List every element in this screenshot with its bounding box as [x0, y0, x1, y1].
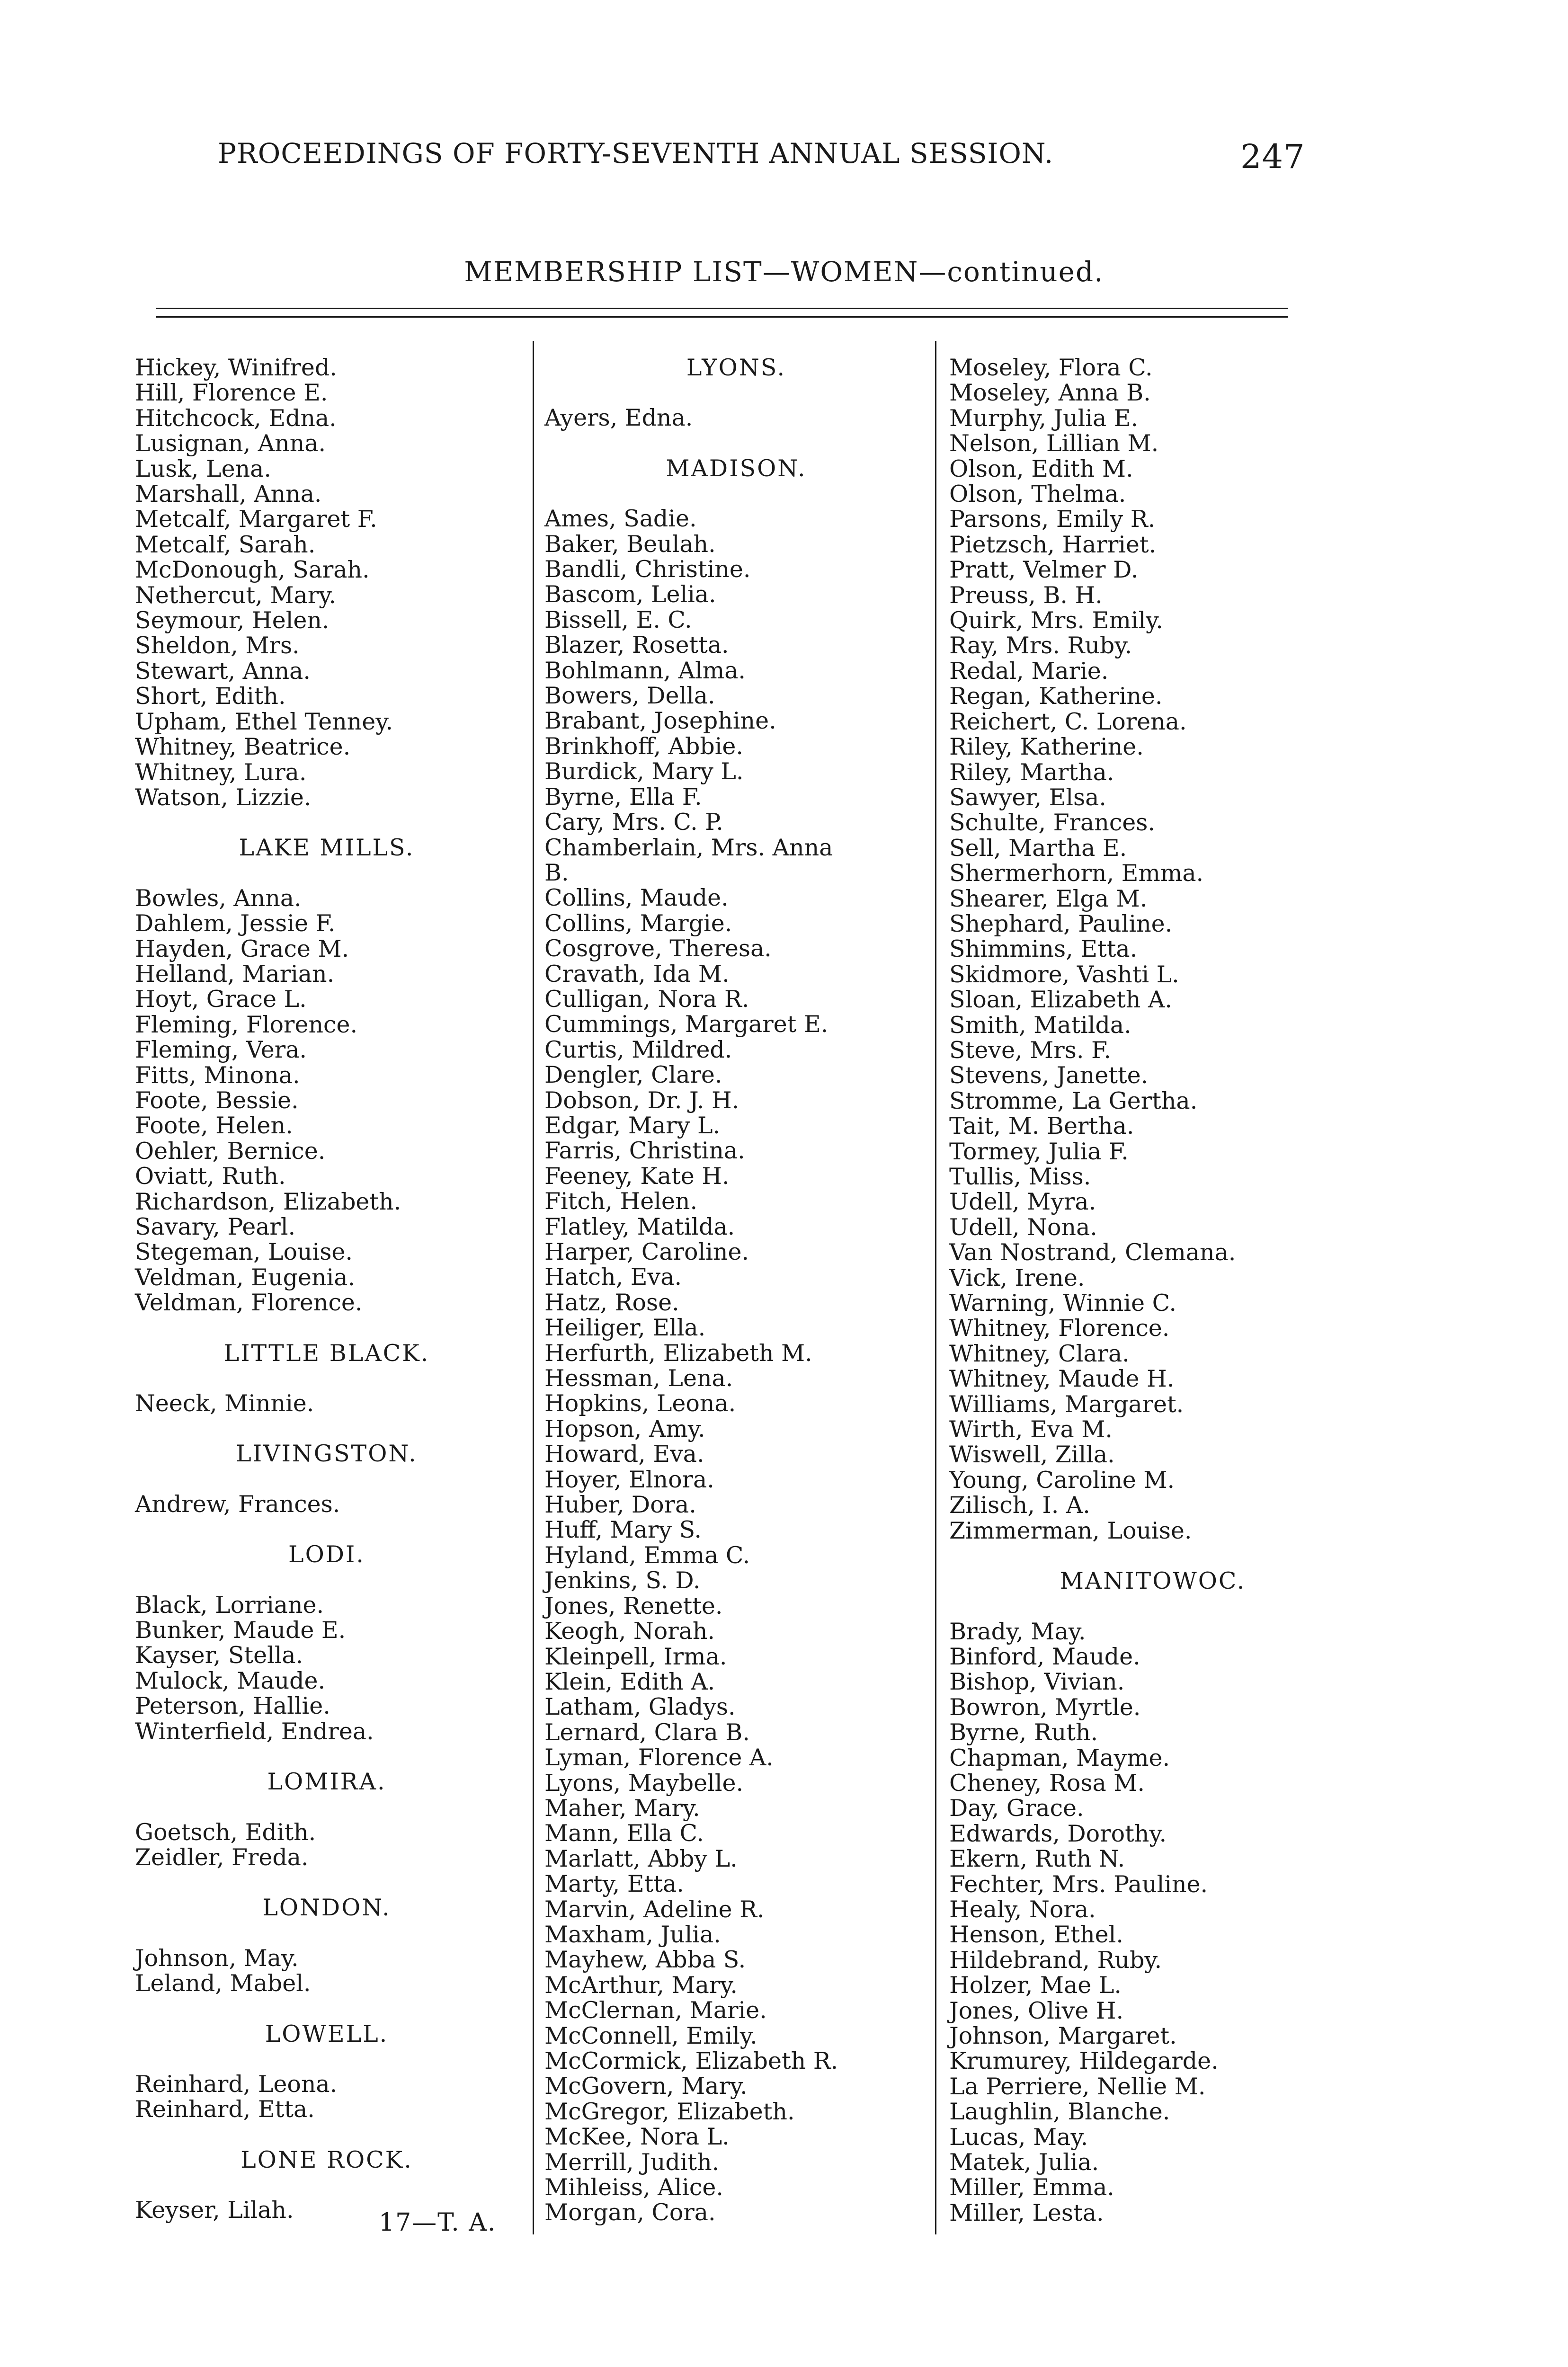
running-title: PROCEEDINGS OF FORTY-SEVENTH ANNUAL SESSION.	[218, 137, 1054, 169]
member-name: Neeck, Minnie.	[135, 1390, 314, 1417]
name-list-manitowoc	[949, 1619, 1356, 2226]
member-name: Bissell, E. C.	[544, 606, 692, 633]
member-name: Holzer, Mae L.	[949, 1972, 1122, 1999]
column-3	[949, 355, 1356, 2225]
member-name: McConnell, Emily.	[544, 2022, 757, 2049]
member-name: Shearer, Elga M.	[949, 885, 1148, 912]
name-list-lowell	[135, 2072, 518, 2122]
member-name: Whitney, Maude H.	[949, 1365, 1175, 1393]
name-list-lake-mills	[135, 886, 518, 1316]
member-name: Keyser, Lilah.	[135, 2197, 294, 2224]
member-name: Stevens, Janette.	[949, 1062, 1149, 1089]
member-name: Mayhew, Abba S.	[544, 1946, 746, 1974]
member-name: B.	[544, 859, 569, 886]
member-name: Marvin, Adeline R.	[544, 1895, 765, 1923]
member-name: Byrne, Ruth.	[949, 1719, 1098, 1746]
member-name: Baker, Beulah.	[544, 530, 716, 558]
member-name: Hopson, Amy.	[544, 1415, 705, 1442]
member-name: Fleming, Vera.	[135, 1036, 307, 1064]
member-name: Seymour, Helen.	[135, 607, 330, 634]
member-name: Sawyer, Elsa.	[949, 783, 1106, 811]
member-name: Olson, Edith M.	[949, 455, 1133, 482]
member-name: Ray, Mrs. Ruby.	[949, 632, 1132, 659]
member-name: Brady, May.	[949, 1618, 1086, 1645]
member-name: Hyland, Emma C.	[544, 1541, 750, 1569]
member-name: Lernard, Clara B.	[544, 1718, 750, 1746]
member-name: McGovern, Mary.	[544, 2073, 748, 2100]
name-list-lodi	[135, 1593, 518, 1744]
member-name: Upham, Ethel Tenney.	[135, 708, 393, 735]
member-name: Huff, Mary S.	[544, 1516, 702, 1544]
member-name: McGregor, Elizabeth.	[544, 2098, 795, 2125]
member-name: Whitney, Florence.	[949, 1315, 1170, 1342]
member-name: Warning, Winnie C.	[949, 1290, 1176, 1317]
member-name: Nethercut, Mary.	[135, 581, 336, 609]
member-name: Edwards, Dorothy.	[949, 1820, 1167, 1847]
member-name: Zimmerman, Louise.	[949, 1517, 1192, 1544]
member-name: Bohlmann, Alma.	[544, 657, 746, 684]
member-name: Jenkins, S. D.	[544, 1567, 701, 1594]
member-name: Farris, Christina.	[544, 1137, 745, 1165]
member-name: Metcalf, Sarah.	[135, 531, 316, 558]
section-heading-lone-rock: LONE ROCK.	[241, 2146, 413, 2173]
signature-mark: 17—T. A.	[379, 2208, 497, 2237]
member-name: McDonough, Sarah.	[135, 556, 370, 584]
member-name: Hickey, Winifred.	[135, 354, 337, 381]
section-heading-little-black: LITTLE BLACK.	[223, 1339, 430, 1367]
member-name: Dengler, Clare.	[544, 1061, 722, 1089]
member-name: Helland, Marian.	[135, 960, 335, 988]
member-name: Zilisch, I. A.	[949, 1492, 1090, 1519]
member-name: Lyons, Maybelle.	[544, 1769, 744, 1797]
member-name: Reinhard, Leona.	[135, 2070, 338, 2098]
member-name: Whitney, Lura.	[135, 758, 307, 786]
section-heading-lake-mills: LAKE MILLS.	[239, 834, 415, 862]
member-name: Hoyer, Elnora.	[544, 1466, 714, 1493]
member-name: Chamberlain, Mrs. Anna	[544, 834, 833, 861]
member-name: Leland, Mabel.	[135, 1970, 311, 1997]
member-name: Peterson, Hallie.	[135, 1692, 330, 1720]
member-name: Binford, Maude.	[949, 1643, 1140, 1670]
column-1	[135, 355, 518, 2223]
member-name: Marshall, Anna.	[135, 481, 322, 508]
member-name: Kleinpell, Irma.	[544, 1643, 727, 1670]
member-name: Matek, Julia.	[949, 2149, 1099, 2176]
member-name: Veldman, Florence.	[135, 1289, 363, 1317]
member-name: Sell, Martha E.	[949, 834, 1127, 862]
member-name: Young, Caroline M.	[949, 1466, 1175, 1494]
section-heading-livingston: LIVINGSTON.	[236, 1440, 418, 1468]
member-name: Moseley, Flora C.	[949, 354, 1153, 381]
member-name: Cosgrove, Theresa.	[544, 935, 772, 962]
member-name: Cummings, Margaret E.	[544, 1011, 829, 1038]
member-name: Marty, Etta.	[544, 1870, 684, 1898]
column-2	[544, 355, 928, 2225]
member-name: Blazer, Rosetta.	[544, 632, 729, 659]
member-name: Winterfield, Endrea.	[135, 1717, 374, 1745]
member-name: Maxham, Julia.	[544, 1921, 721, 1948]
member-name: Regan, Katherine.	[949, 683, 1163, 710]
member-name: Brinkhoff, Abbie.	[544, 732, 743, 760]
member-name: Bunker, Maude E.	[135, 1617, 346, 1644]
member-name: Wiswell, Zilla.	[949, 1441, 1115, 1468]
section-heading-manitowoc: MANITOWOC.	[1060, 1567, 1246, 1595]
member-name: Olson, Thelma.	[949, 481, 1126, 508]
member-name: Oehler, Bernice.	[135, 1137, 326, 1165]
member-name: Feeney, Kate H.	[544, 1162, 730, 1190]
member-name: Johnson, Margaret.	[949, 2022, 1177, 2049]
member-name: Udell, Myra.	[949, 1188, 1096, 1216]
member-name: Watson, Lizzie.	[135, 783, 312, 811]
member-name: Fleming, Florence.	[135, 1011, 358, 1038]
name-list-madison	[544, 506, 928, 2225]
name-list-little-black	[135, 1391, 518, 1416]
member-name: Shimmins, Etta.	[949, 935, 1138, 963]
member-name: Burdick, Mary L.	[544, 758, 744, 785]
column-divider-right	[935, 341, 936, 2234]
member-name: Fechter, Mrs. Pauline.	[949, 1870, 1208, 1898]
page-subtitle: MEMBERSHIP LIST—WOMEN—continued.	[464, 256, 1104, 288]
member-name: Flatley, Matilda.	[544, 1213, 735, 1240]
member-name: Steve, Mrs. F.	[949, 1036, 1111, 1064]
member-name: Riley, Martha.	[949, 758, 1114, 786]
member-name: Shephard, Pauline.	[949, 910, 1173, 937]
member-name: Hatch, Eva.	[544, 1264, 682, 1291]
member-name: Savary, Pearl.	[135, 1213, 296, 1240]
member-name: Nelson, Lillian M.	[949, 430, 1159, 457]
member-name: Shermerhorn, Emma.	[949, 860, 1204, 887]
member-name: Smith, Matilda.	[949, 1011, 1131, 1039]
member-name: Jones, Renette.	[544, 1592, 723, 1620]
member-name: Black, Lorriane.	[135, 1591, 324, 1619]
member-name: Culligan, Nora R.	[544, 985, 749, 1013]
member-name: Preuss, B. H.	[949, 581, 1103, 609]
member-name: Bishop, Vivian.	[949, 1668, 1125, 1696]
member-name: Hoyt, Grace L.	[135, 986, 307, 1013]
member-name: Wirth, Eva M.	[949, 1416, 1113, 1443]
member-name: Sheldon, Mrs.	[135, 632, 300, 659]
member-name: Brabant, Josephine.	[544, 707, 776, 735]
name-list	[135, 355, 518, 810]
member-name: Krumurey, Hildegarde.	[949, 2047, 1219, 2075]
member-name: McClernan, Marie.	[544, 1997, 767, 2024]
member-name: Johnson, May.	[135, 1944, 299, 1972]
member-name: Byrne, Ella F.	[544, 783, 702, 810]
member-name: Hessman, Lena.	[544, 1365, 733, 1392]
section-heading-lomira: LOMIRA.	[267, 1768, 386, 1796]
member-name: Reichert, C. Lorena.	[949, 708, 1187, 735]
member-name: Hill, Florence E.	[135, 379, 328, 407]
member-name: Skidmore, Vashti L.	[949, 961, 1179, 988]
name-list-london	[135, 1946, 518, 1996]
member-name: Kayser, Stella.	[135, 1642, 303, 1669]
member-name: Miller, Emma.	[949, 2174, 1114, 2201]
member-name: Klein, Edith A.	[544, 1668, 715, 1695]
member-name: La Perriere, Nellie M.	[949, 2073, 1206, 2100]
member-name: Stegeman, Louise.	[135, 1238, 353, 1266]
member-name: Keogh, Norah.	[544, 1618, 715, 1645]
header-rule-bottom	[156, 316, 1288, 318]
member-name: Hitchcock, Edna.	[135, 404, 337, 432]
member-name: Hildebrand, Ruby.	[949, 1946, 1162, 1974]
header-rule-top	[156, 308, 1288, 309]
member-name: McCormick, Elizabeth R.	[544, 2047, 838, 2074]
member-name: Andrew, Frances.	[135, 1490, 340, 1518]
member-name: Dobson, Dr. J. H.	[544, 1086, 739, 1114]
section-heading-madison: MADISON.	[666, 454, 807, 482]
member-name: Whitney, Beatrice.	[135, 733, 351, 761]
section-heading-lyons: LYONS.	[686, 354, 786, 381]
member-name: Foote, Bessie.	[135, 1086, 299, 1114]
member-name: Morgan, Cora.	[544, 2199, 716, 2226]
member-name: Mihleiss, Alice.	[544, 2174, 723, 2201]
member-name: Reinhard, Etta.	[135, 2096, 315, 2123]
member-name: Howard, Eva.	[544, 1441, 704, 1468]
member-name: Bowers, Della.	[544, 682, 715, 710]
section-heading-lowell: LOWELL.	[265, 2020, 389, 2047]
member-name: Udell, Nona.	[949, 1213, 1097, 1241]
member-name: Pratt, Velmer D.	[949, 556, 1139, 584]
member-name: Moseley, Anna B.	[949, 379, 1151, 407]
name-list-lomira	[135, 1820, 518, 1870]
member-name: Goetsch, Edith.	[135, 1818, 316, 1846]
member-name: Veldman, Eugenia.	[135, 1264, 356, 1291]
member-name: Stewart, Anna.	[135, 657, 311, 685]
member-name: Lucas, May.	[949, 2123, 1088, 2151]
member-name: Quirk, Mrs. Emily.	[949, 607, 1163, 634]
member-name: Cheney, Rosa M.	[949, 1769, 1145, 1797]
member-name: Metcalf, Margaret F.	[135, 506, 377, 533]
member-name: Richardson, Elizabeth.	[135, 1188, 401, 1215]
member-name: Mann, Ella C.	[544, 1820, 704, 1847]
column-divider-left	[533, 341, 534, 2234]
member-name: Mulock, Maude.	[135, 1667, 326, 1694]
member-name: Lusignan, Anna.	[135, 430, 326, 457]
section-heading-london: LONDON.	[262, 1894, 391, 1922]
member-name: Hayden, Grace M.	[135, 935, 349, 962]
member-name: Oviatt, Ruth.	[135, 1163, 286, 1190]
member-name: Miller, Lesta.	[949, 2199, 1104, 2226]
member-name: Bowron, Myrtle.	[949, 1693, 1141, 1721]
member-name: Sloan, Elizabeth A.	[949, 986, 1172, 1014]
member-name: Chapman, Mayme.	[949, 1744, 1170, 1771]
member-name: Tait, M. Bertha.	[949, 1112, 1134, 1140]
member-name: Jones, Olive H.	[949, 1997, 1124, 2024]
member-name: Ekern, Ruth N.	[949, 1845, 1125, 1873]
member-name: Van Nostrand, Clemana.	[949, 1239, 1236, 1266]
member-name: Vick, Irene.	[949, 1264, 1085, 1291]
member-name: Herfurth, Elizabeth M.	[544, 1339, 812, 1367]
member-name: Merrill, Judith.	[544, 2148, 720, 2176]
member-name: Parsons, Emily R.	[949, 506, 1156, 533]
member-name: Healy, Nora.	[949, 1895, 1096, 1923]
member-name: Day, Grace.	[949, 1795, 1084, 1822]
member-name: Laughlin, Blanche.	[949, 2098, 1170, 2126]
member-name: McKee, Nora L.	[544, 2123, 730, 2151]
member-name: Lusk, Lena.	[135, 455, 271, 482]
member-name: Tormey, Julia F.	[949, 1138, 1129, 1165]
member-name: Bowles, Anna.	[135, 884, 302, 912]
member-name: Whitney, Clara.	[949, 1340, 1130, 1367]
member-name: Fitts, Minona.	[135, 1061, 300, 1089]
section-heading-lodi: LODI.	[288, 1541, 365, 1568]
member-name: Williams, Margaret.	[949, 1390, 1184, 1418]
member-name: Harper, Caroline.	[544, 1238, 749, 1265]
member-name: Curtis, Mildred.	[544, 1036, 732, 1063]
member-name: Zeidler, Freda.	[135, 1843, 309, 1871]
member-name: Redal, Marie.	[949, 657, 1109, 685]
member-name: Edgar, Mary L.	[544, 1112, 721, 1139]
member-name: Bascom, Lelia.	[544, 581, 716, 608]
member-name: Henson, Ethel.	[949, 1921, 1123, 1949]
name-list-livingston	[135, 1492, 518, 1517]
member-name: Schulte, Frances.	[949, 809, 1155, 836]
member-name: Ames, Sadie.	[544, 505, 697, 533]
member-name: McArthur, Mary.	[544, 1971, 738, 1999]
member-name: Heiliger, Ella.	[544, 1314, 706, 1342]
page-header	[218, 137, 1354, 176]
member-name: Latham, Gladys.	[544, 1693, 736, 1721]
member-name: Stromme, La Gertha.	[949, 1087, 1198, 1114]
member-name: Marlatt, Abby L.	[544, 1845, 738, 1872]
member-name: Ayers, Edna.	[544, 404, 693, 432]
member-name: Collins, Maude.	[544, 884, 729, 912]
member-name: Cary, Mrs. C. P.	[544, 809, 723, 836]
member-name: Huber, Dora.	[544, 1491, 696, 1519]
page-number: 247	[1240, 137, 1305, 176]
member-name: Lyman, Florence A.	[544, 1744, 774, 1771]
member-name: Foote, Helen.	[135, 1112, 293, 1139]
member-name: Bandli, Christine.	[544, 556, 751, 583]
member-name: Dahlem, Jessie F.	[135, 910, 336, 937]
member-name: Tullis, Miss.	[949, 1163, 1091, 1190]
name-list	[949, 355, 1356, 1543]
member-name: Riley, Katherine.	[949, 733, 1144, 761]
member-name: Pietzsch, Harriet.	[949, 531, 1157, 558]
member-name: Cravath, Ida M.	[544, 960, 730, 988]
member-name: Maher, Mary.	[544, 1794, 700, 1822]
member-name: Collins, Margie.	[544, 909, 732, 937]
name-list-lyons	[544, 405, 928, 430]
member-name: Fitch, Helen.	[544, 1188, 698, 1215]
member-name: Hatz, Rose.	[544, 1289, 679, 1316]
member-name: Murphy, Julia E.	[949, 404, 1139, 432]
member-name: Short, Edith.	[135, 683, 286, 710]
member-name: Hopkins, Leona.	[544, 1390, 736, 1417]
